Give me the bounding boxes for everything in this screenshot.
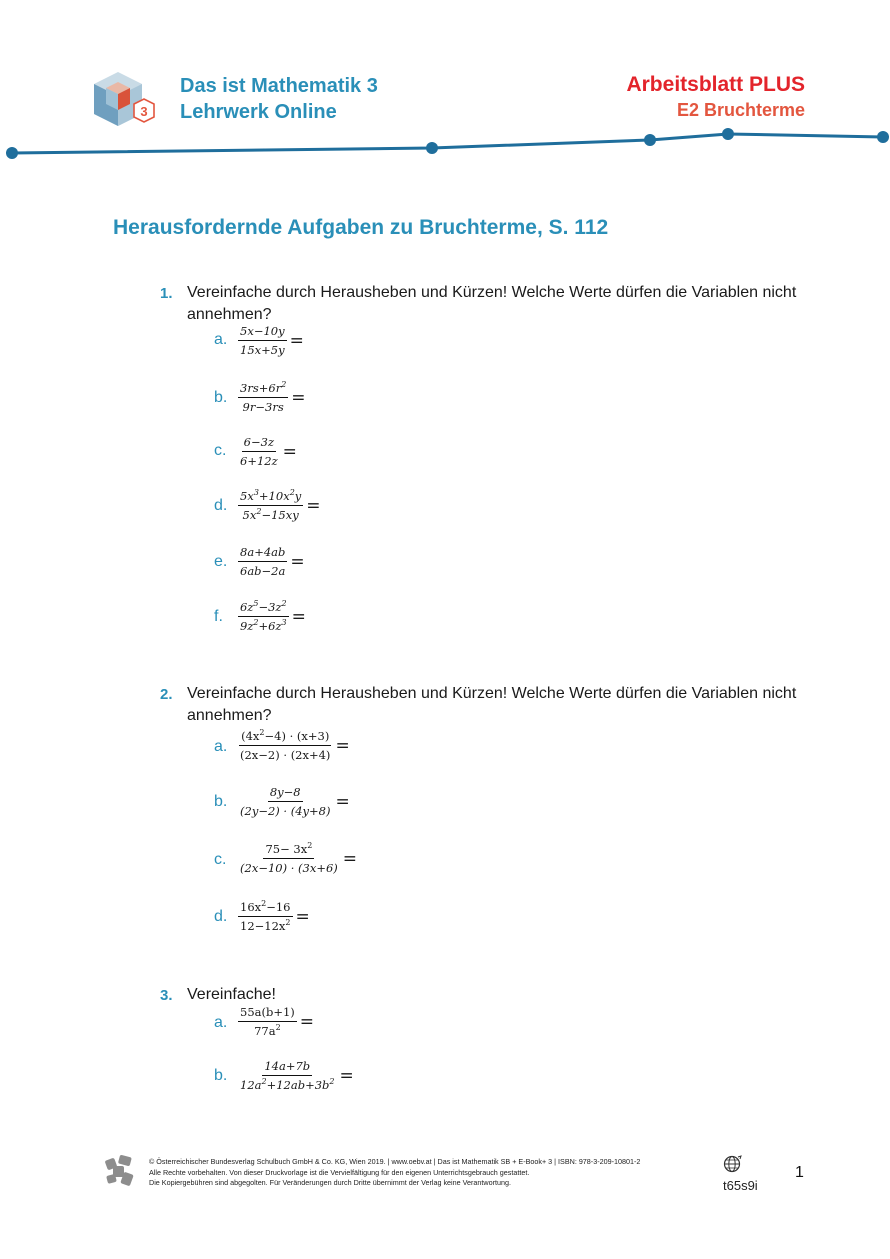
page-number: 1 [795, 1164, 804, 1181]
page-title: Herausfordernde Aufgaben zu Bruchterme, S. 112 [113, 216, 609, 239]
worksheet-subtitle: E2 Bruchterme [676, 100, 805, 120]
task-1-number: 1. [160, 285, 173, 302]
task-1d-expression: $\frac{5x^3+10x^2y}{5x^2-15xy}$ = [240, 488, 321, 522]
footer-copyright [149, 1157, 709, 1189]
footer-line-2: Alle Rechte vorbehalten. Von dieser Druckvorlage ist die Vervielfältigung für den eigenen Unterrichtsgebrauch gestattet. [149, 1167, 530, 1177]
worksheet-title: Arbeitsblatt PLUS [626, 73, 805, 96]
task-2b-letter: b. [214, 793, 228, 810]
task-2d-letter: d. [214, 908, 228, 925]
task-1a-letter: a. [214, 331, 228, 348]
task-1b-letter: b. [214, 389, 228, 406]
task-1e-expression: $\frac{8a+4ab}{6ab-2a}$ = [240, 545, 305, 578]
task-2-number: 2. [160, 686, 173, 703]
task-2a-expression: $\frac{(4x^2-4) \cdot (x+3)}{(2x-2) \cdot (2x+4)}$ = [240, 728, 350, 762]
task-3a-letter: a. [214, 1014, 228, 1031]
task-2d-expression: $\frac{16x^2-16}{12-12x^2}$ = [240, 899, 310, 933]
globe-icon[interactable] [723, 1154, 743, 1174]
task-1e-letter: e. [214, 553, 228, 570]
footer-line-3: Die Kopiergebühren sind abgegolten. Für Veränderungen durch Dritte übernimmt der Verlag keine Verantwortung. [149, 1178, 511, 1187]
task-3b-letter: b. [214, 1067, 228, 1084]
footer-line-1: © Österreichischer Bundesverlag Schulbuch GmbH & Co. KG, Wien 2019. | www.oebv.at | Das ist Mathematik SB + E-Book+ 3 | ISBN: 978-3-209-10801-2 [149, 1157, 641, 1166]
task-1c-expression: $\frac{6-3z}{6+12z}$ = [240, 435, 297, 468]
task-1d-letter: d. [214, 497, 228, 514]
brand-title: Das ist Mathematik 3 [180, 75, 378, 97]
task-2-text: Vereinfache durch Herausheben und Kürzen! Welche Werte dürfen die Variablen nicht annehmen? [187, 685, 797, 724]
task-1a-expression: $\frac{5x-10y}{15x+5y}$ = [240, 324, 304, 357]
task-3-number: 3. [160, 987, 173, 1004]
brand-subtitle: Lehrwerk Online [180, 101, 337, 123]
task-1f-expression: $\frac{6z^5-3z^2}{9z^2+6z^3}$ = [240, 599, 306, 633]
publisher-logo-icon [104, 1154, 136, 1188]
task-1f-letter: f. [214, 608, 223, 625]
task-2c-letter: c. [214, 851, 227, 868]
timeline-decoration [0, 120, 890, 170]
task-1b-expression: $\frac{3rs+6r^2}{9r-3rs}$ = [240, 380, 306, 414]
task-1-text: Vereinfache durch Herausheben und Kürzen! Welche Werte dürfen die Variablen nicht annehmen? [187, 284, 797, 323]
task-3-text: Vereinfache! [187, 986, 276, 1003]
logo-number: 3 [140, 104, 148, 119]
task-2c-expression: $\frac{75- 3x^2}{(2x-10) \cdot (3x+6)}$ = [240, 841, 358, 875]
task-2b-expression: $\frac{8y-8}{(2y-2) \cdot (4y+8)}$ = [240, 785, 350, 818]
task-3a-expression: $\frac{55a(b+1)}{77a^2}$ = [240, 1005, 315, 1038]
task-3b-expression: $\frac{14a+7b}{12a^2+12ab+3b^2}$ = [240, 1059, 354, 1092]
task-1c-letter: c. [214, 442, 227, 459]
task-2a-letter: a. [214, 738, 228, 755]
online-code[interactable]: t65s9i [723, 1178, 758, 1193]
